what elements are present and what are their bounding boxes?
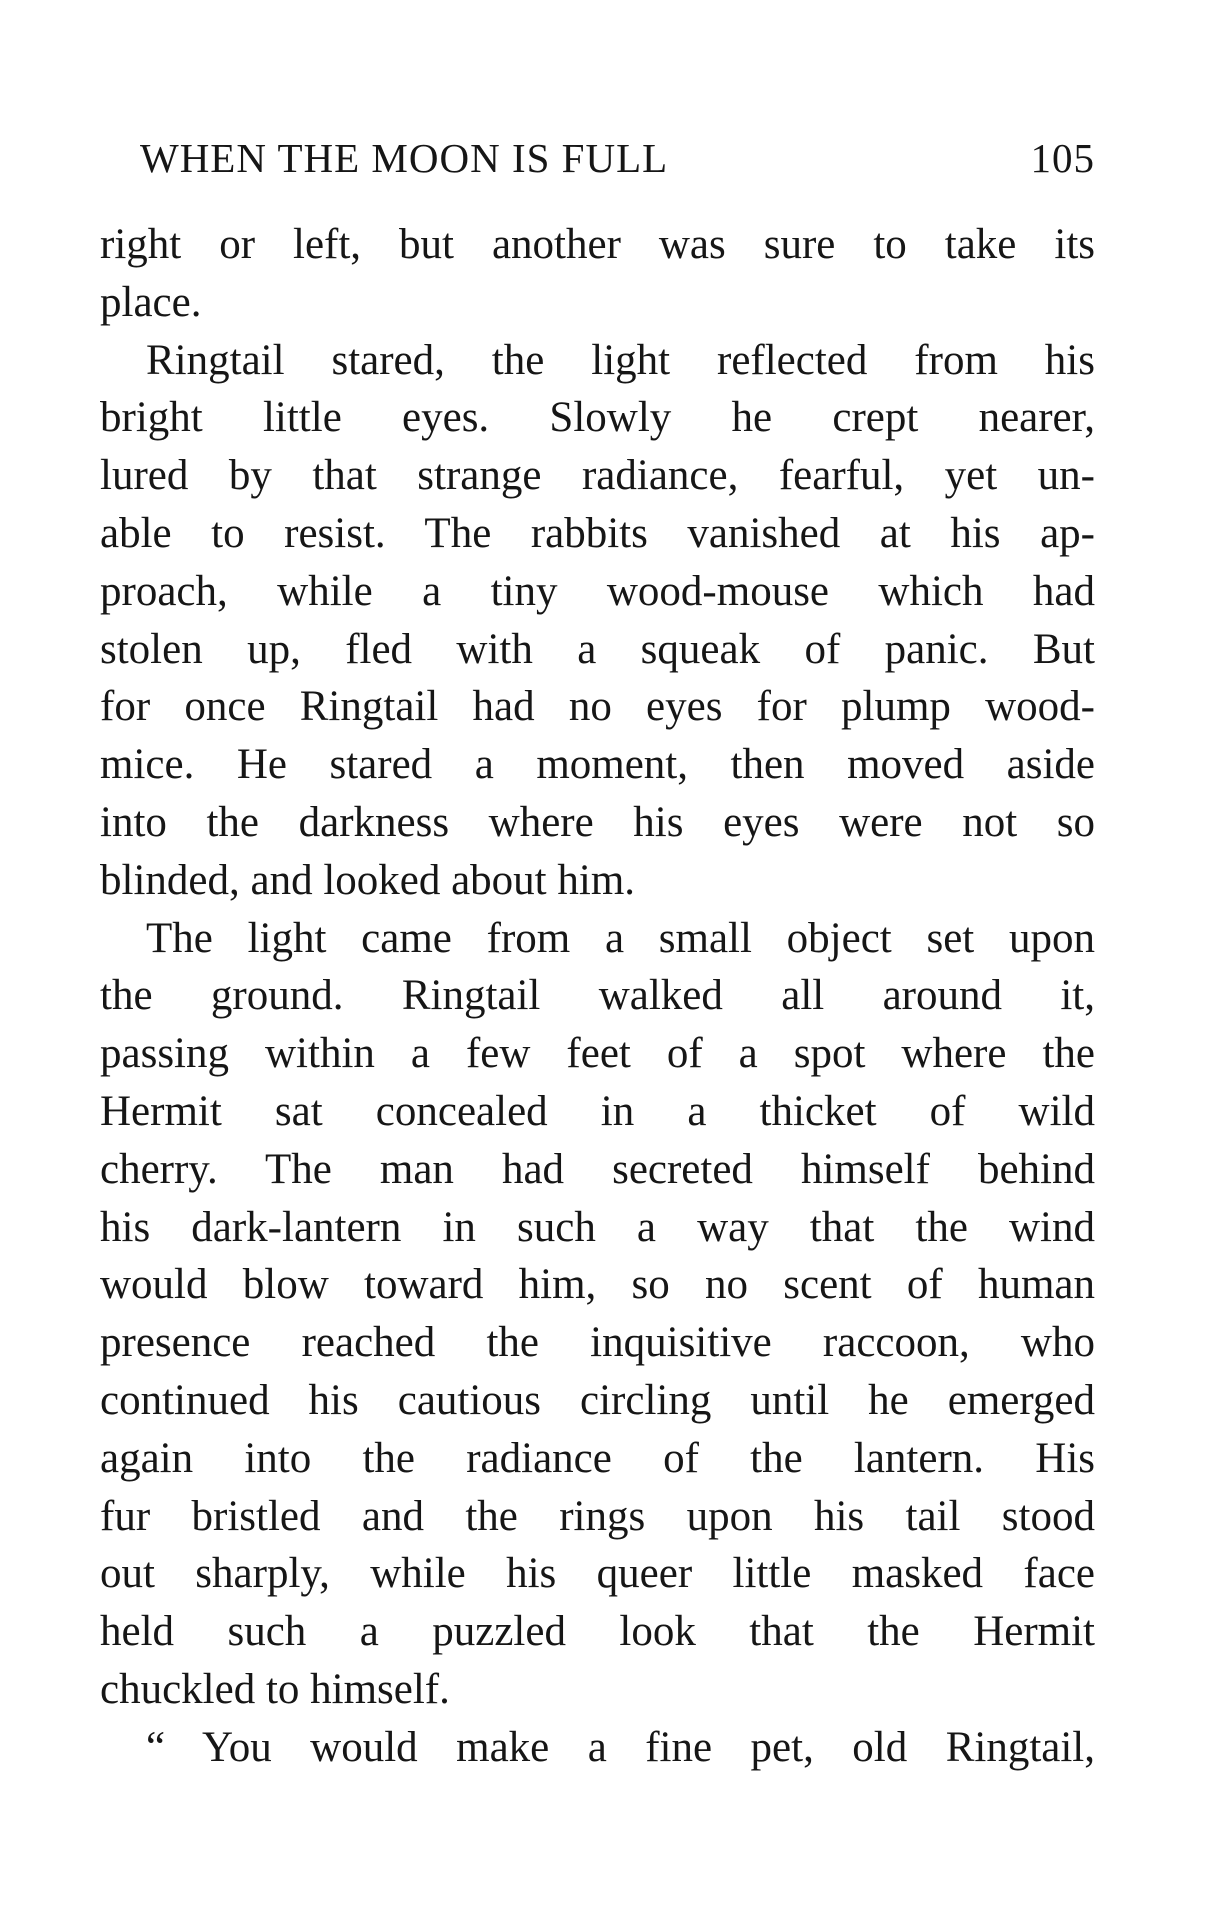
- text-line: Ringtail stared, the light reflected from his: [146, 336, 1095, 384]
- page-number: 105: [1030, 135, 1095, 181]
- text-line: passing within a few feet of a spot where the: [100, 1030, 1095, 1078]
- text-line: his dark-lantern in such a way that the wind: [100, 1203, 1095, 1251]
- running-title: WHEN THE MOON IS FULL: [140, 135, 669, 181]
- text-line: mice. He stared a moment, then moved aside: [100, 741, 1095, 789]
- text-line: again into the radiance of the lantern. His: [100, 1434, 1095, 1482]
- text-line: held such a puzzled look that the Hermit: [100, 1608, 1095, 1656]
- text-line: cherry. The man had secreted himself behind: [100, 1145, 1095, 1193]
- text-line: continued his cautious circling until he emerged: [100, 1376, 1095, 1424]
- text-line: blinded, and looked about him.: [100, 856, 636, 904]
- text-line: stolen up, fled with a squeak of panic. But: [100, 625, 1095, 673]
- text-line: Hermit sat concealed in a thicket of wild: [100, 1087, 1095, 1135]
- text-line: right or left, but another was sure to take its: [100, 221, 1095, 268]
- text-line: out sharply, while his queer little masked face: [100, 1550, 1095, 1598]
- text-line: into the darkness where his eyes were not so: [100, 798, 1095, 846]
- text-line: the ground. Ringtail walked all around it,: [100, 972, 1095, 1020]
- text-line: fur bristled and the rings upon his tail stood: [100, 1492, 1095, 1540]
- text-line: proach, while a tiny wood-mouse which had: [100, 567, 1095, 615]
- running-header: [140, 128, 1095, 188]
- text-line: place.: [100, 278, 202, 326]
- text-line: chuckled to himself.: [100, 1665, 450, 1713]
- text-line: The light came from a small object set upon: [146, 914, 1095, 962]
- text-line: “ You would make a fine pet, old Ringtail,: [146, 1723, 1095, 1771]
- text-line: presence reached the inquisitive raccoon, who: [100, 1319, 1095, 1367]
- text-line: lured by that strange radiance, fearful, yet un-: [100, 452, 1095, 500]
- text-line: would blow toward him, so no scent of human: [100, 1261, 1095, 1309]
- body-text: [100, 216, 1095, 1777]
- text-line: for once Ringtail had no eyes for plump wood-: [100, 683, 1095, 731]
- text-line: bright little eyes. Slowly he crept nearer,: [100, 394, 1095, 442]
- text-line: able to resist. The rabbits vanished at his ap-: [100, 509, 1095, 557]
